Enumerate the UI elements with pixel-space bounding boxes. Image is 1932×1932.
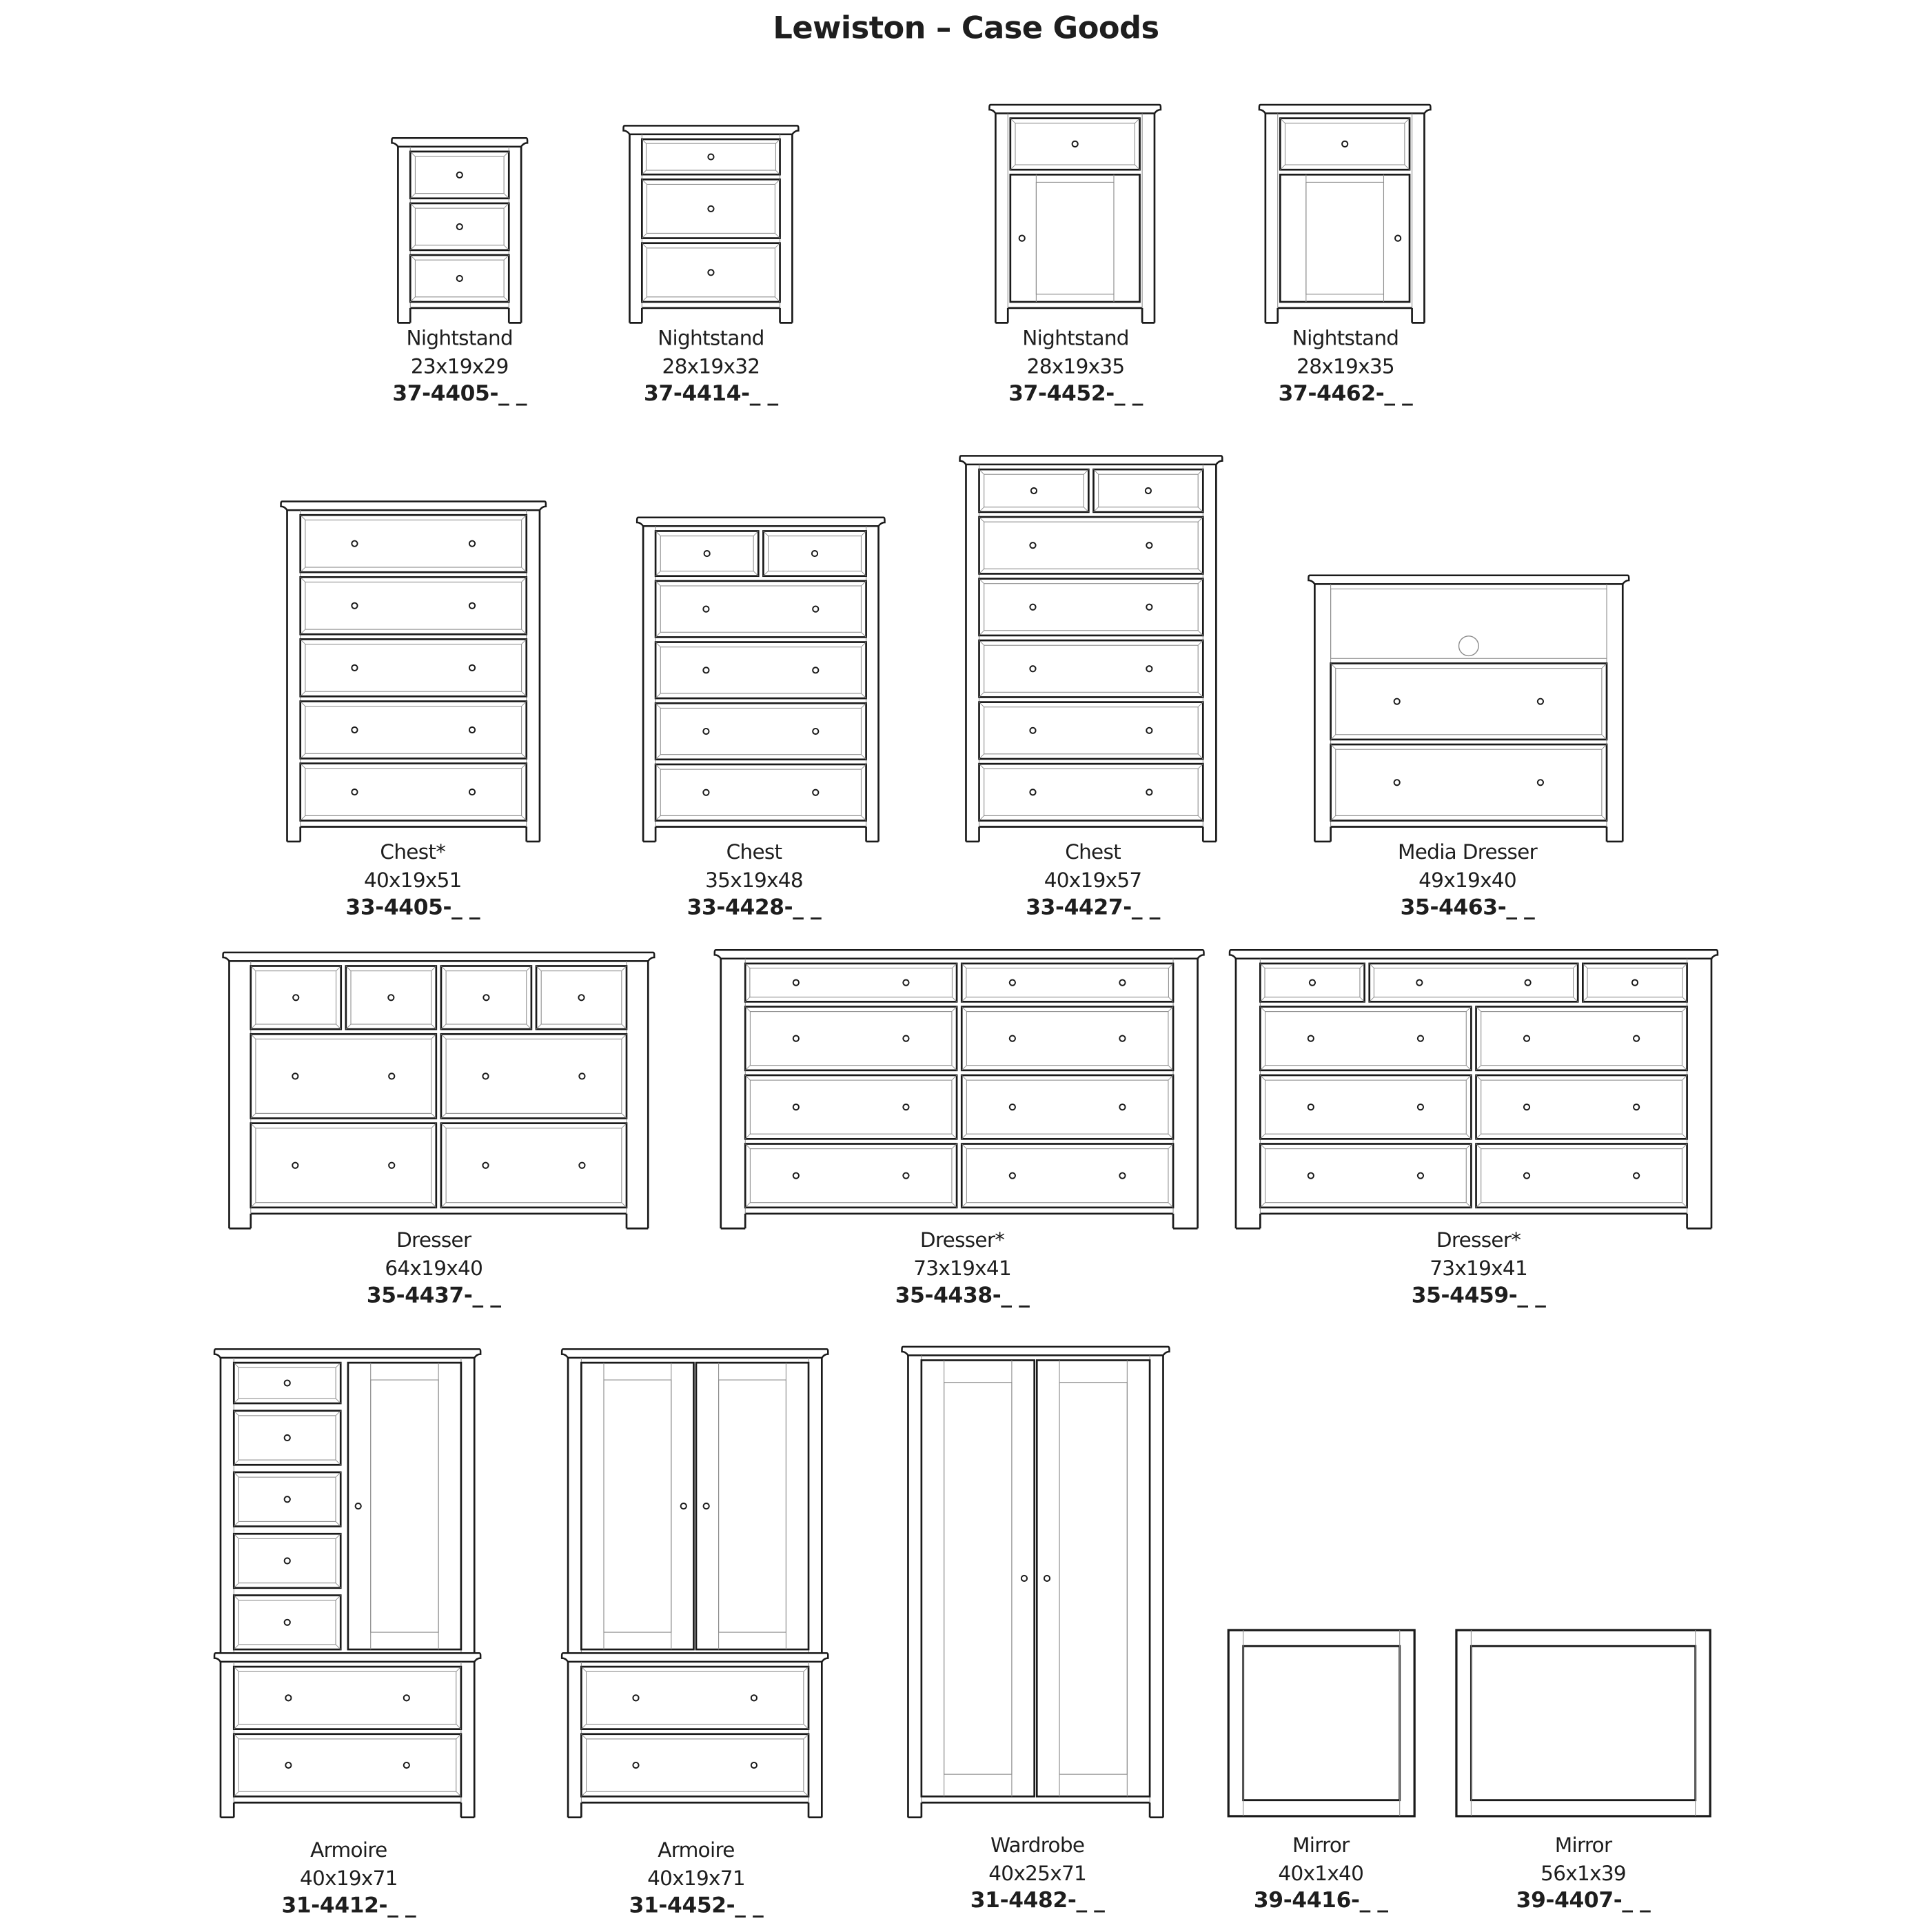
cable-port-icon bbox=[1459, 636, 1479, 656]
crown-molding bbox=[214, 1349, 480, 1358]
drawer bbox=[962, 1006, 1173, 1070]
knob-icon bbox=[708, 154, 713, 159]
crown-molding bbox=[1308, 576, 1629, 584]
furniture-drawing-drawer-door bbox=[989, 105, 1160, 323]
knob-icon bbox=[633, 1695, 638, 1700]
knob-icon bbox=[813, 790, 818, 795]
knob-icon bbox=[1525, 979, 1530, 985]
drawer bbox=[234, 1411, 340, 1465]
knob-icon bbox=[1416, 979, 1422, 985]
knob-icon bbox=[1634, 1173, 1639, 1179]
drawer bbox=[251, 966, 341, 1029]
knob-icon bbox=[1031, 488, 1037, 494]
knob-icon bbox=[1538, 699, 1543, 704]
knob-icon bbox=[579, 1073, 584, 1079]
drawer bbox=[1476, 1075, 1687, 1139]
knob-icon bbox=[903, 1036, 908, 1041]
knob-icon bbox=[388, 995, 394, 1000]
drawer bbox=[234, 1363, 340, 1403]
product-name: Armoire bbox=[310, 1838, 387, 1862]
crown-molding bbox=[1259, 105, 1430, 114]
crown-molding bbox=[624, 125, 799, 134]
product-dimensions: 73x19x41 bbox=[913, 1256, 1012, 1280]
furniture-illustration bbox=[1308, 576, 1629, 842]
cabinet-door bbox=[1037, 1361, 1150, 1797]
drawer bbox=[979, 469, 1089, 512]
knob-icon bbox=[1146, 604, 1152, 610]
knob-icon bbox=[469, 727, 475, 733]
drawer bbox=[234, 1734, 461, 1797]
product-dimensions: 64x19x40 bbox=[385, 1256, 483, 1280]
knob-icon bbox=[352, 603, 357, 609]
knob-icon bbox=[1010, 1036, 1015, 1041]
product-dimensions: 28x19x35 bbox=[1297, 354, 1394, 378]
knob-icon bbox=[1146, 789, 1152, 795]
drawer bbox=[642, 179, 780, 238]
knob-icon bbox=[1072, 141, 1078, 147]
product-caption bbox=[1398, 839, 1537, 922]
drawer bbox=[1370, 964, 1578, 1001]
drawer bbox=[655, 703, 866, 760]
knob-icon bbox=[292, 1073, 298, 1079]
knob-icon bbox=[1310, 979, 1315, 985]
drawer bbox=[763, 531, 866, 576]
crown-molding bbox=[715, 950, 1204, 959]
product-dimensions: 40x19x51 bbox=[363, 868, 462, 892]
furniture-drawing-drawers bbox=[223, 953, 655, 1228]
product-sku: 35-4437-_ _ bbox=[366, 1283, 501, 1309]
knob-icon bbox=[285, 1695, 291, 1700]
drawer bbox=[979, 579, 1203, 635]
knob-icon bbox=[1119, 1104, 1125, 1110]
furniture-illustration bbox=[392, 138, 527, 323]
knob-icon bbox=[285, 1435, 290, 1441]
furniture-drawing-wardrobe bbox=[902, 1347, 1170, 1818]
knob-icon bbox=[703, 607, 709, 612]
drawer bbox=[1260, 1006, 1471, 1070]
furniture-drawing-drawers bbox=[960, 456, 1223, 842]
crown-molding bbox=[392, 138, 527, 147]
knob-icon bbox=[793, 979, 799, 985]
furniture-drawing-drawers bbox=[637, 518, 884, 842]
knob-icon bbox=[751, 1762, 757, 1768]
product-caption bbox=[392, 325, 527, 409]
furniture-illustration bbox=[960, 456, 1223, 842]
knob-icon bbox=[1044, 1576, 1050, 1581]
knob-icon bbox=[703, 667, 709, 673]
knob-icon bbox=[1308, 1036, 1314, 1041]
furniture-illustration bbox=[1259, 105, 1430, 323]
knob-icon bbox=[903, 979, 908, 985]
product-sku: 37-4452-_ _ bbox=[1008, 382, 1143, 407]
drawer bbox=[979, 764, 1203, 820]
product-caption bbox=[1516, 1832, 1651, 1915]
knob-icon bbox=[285, 1620, 290, 1625]
knob-icon bbox=[469, 665, 475, 671]
knob-icon bbox=[1119, 979, 1125, 985]
knob-icon bbox=[1418, 1104, 1423, 1110]
furniture-drawing-media bbox=[1308, 576, 1629, 842]
knob-icon bbox=[751, 1695, 757, 1700]
furniture-illustration bbox=[562, 1349, 828, 1817]
furniture-drawing-drawers bbox=[1230, 950, 1718, 1228]
knob-icon bbox=[1146, 488, 1151, 494]
knob-icon bbox=[1418, 1036, 1423, 1041]
product-dimensions: 73x19x41 bbox=[1430, 1256, 1528, 1280]
knob-icon bbox=[352, 665, 357, 671]
drawer bbox=[962, 1075, 1173, 1139]
product-name: Chest* bbox=[380, 840, 446, 864]
knob-icon bbox=[793, 1173, 799, 1179]
knob-icon bbox=[903, 1104, 908, 1110]
drawer bbox=[581, 1667, 809, 1729]
knob-icon bbox=[633, 1762, 638, 1768]
knob-icon bbox=[1538, 780, 1543, 785]
drawer bbox=[1331, 663, 1607, 739]
cabinet-door bbox=[1280, 174, 1410, 302]
knob-icon bbox=[1418, 1173, 1423, 1179]
knob-icon bbox=[356, 1503, 361, 1509]
knob-icon bbox=[813, 607, 818, 612]
knob-icon bbox=[1021, 1576, 1027, 1581]
drawer bbox=[979, 702, 1203, 759]
drawer bbox=[301, 764, 527, 821]
knob-icon bbox=[1119, 1036, 1125, 1041]
product-sku: 33-4405-_ _ bbox=[345, 895, 480, 921]
knob-icon bbox=[457, 172, 462, 178]
product-sku: 37-4414-_ _ bbox=[644, 382, 778, 407]
knob-icon bbox=[1146, 666, 1152, 671]
knob-icon bbox=[352, 789, 357, 795]
knob-icon bbox=[1146, 542, 1152, 548]
knob-icon bbox=[352, 727, 357, 733]
product-sku: 33-4428-_ _ bbox=[687, 895, 822, 921]
drawer bbox=[251, 1034, 436, 1118]
drawer bbox=[979, 517, 1203, 573]
drawer bbox=[655, 764, 866, 821]
knob-icon bbox=[1030, 728, 1035, 733]
product-caption bbox=[345, 839, 480, 922]
knob-icon bbox=[793, 1104, 799, 1110]
knob-icon bbox=[703, 729, 709, 734]
product-name: Dresser* bbox=[919, 1228, 1005, 1252]
furniture-illustration bbox=[989, 105, 1160, 323]
cabinet-door bbox=[348, 1363, 461, 1649]
product-sku: 37-4405-_ _ bbox=[392, 382, 527, 407]
knob-icon bbox=[404, 1762, 409, 1768]
furniture-illustration bbox=[281, 502, 546, 842]
drawer bbox=[441, 1123, 627, 1208]
drawer bbox=[251, 1123, 436, 1208]
drawer bbox=[581, 1734, 809, 1797]
knob-icon bbox=[404, 1695, 409, 1700]
product-sku: 33-4427-_ _ bbox=[1026, 895, 1161, 921]
knob-icon bbox=[1524, 1036, 1529, 1041]
knob-icon bbox=[1010, 979, 1015, 985]
drawer bbox=[1093, 469, 1203, 512]
crown-molding bbox=[960, 456, 1223, 465]
product-name: Wardrobe bbox=[990, 1833, 1085, 1857]
cabinet-door bbox=[696, 1363, 809, 1649]
product-name: Media Dresser bbox=[1398, 840, 1538, 864]
product-dimensions: 40x19x57 bbox=[1044, 868, 1142, 892]
drawer bbox=[441, 966, 531, 1029]
knob-icon bbox=[1342, 141, 1348, 147]
knob-icon bbox=[704, 1503, 709, 1509]
drawer bbox=[1476, 1006, 1687, 1070]
drawer bbox=[979, 640, 1203, 697]
knob-icon bbox=[812, 551, 817, 556]
knob-icon bbox=[1030, 604, 1035, 610]
furniture-illustration bbox=[902, 1347, 1170, 1818]
knob-icon bbox=[285, 1558, 290, 1563]
furniture-drawing-drawers bbox=[624, 125, 799, 323]
furniture-drawing-drawers bbox=[715, 950, 1204, 1228]
drawer bbox=[410, 255, 509, 302]
drawer bbox=[234, 1596, 340, 1650]
drawer bbox=[745, 1143, 957, 1207]
product-sku: 37-4462-_ _ bbox=[1278, 382, 1413, 407]
crown-molding bbox=[562, 1349, 828, 1358]
knob-icon bbox=[469, 541, 475, 547]
product-sku: 31-4482-_ _ bbox=[970, 1889, 1105, 1914]
product-dimensions: 28x19x32 bbox=[662, 354, 760, 378]
knob-icon bbox=[1119, 1173, 1125, 1179]
product-sku: 39-4407-_ _ bbox=[1516, 1889, 1651, 1914]
knob-icon bbox=[457, 224, 462, 230]
knob-icon bbox=[469, 789, 475, 795]
knob-icon bbox=[708, 206, 713, 212]
knob-icon bbox=[1308, 1173, 1314, 1179]
product-dimensions: 35x19x48 bbox=[705, 868, 803, 892]
furniture-drawing-mirror bbox=[1455, 1629, 1711, 1818]
knob-icon bbox=[1146, 728, 1152, 733]
drawer bbox=[655, 531, 758, 576]
knob-icon bbox=[793, 1036, 799, 1041]
product-name: Armoire bbox=[658, 1838, 735, 1862]
knob-icon bbox=[292, 1163, 298, 1168]
drawer bbox=[1476, 1143, 1687, 1207]
knob-icon bbox=[482, 1073, 488, 1079]
drawer bbox=[1260, 1075, 1471, 1139]
product-caption bbox=[367, 1227, 501, 1310]
knob-icon bbox=[1030, 542, 1035, 548]
furniture-illustration bbox=[1455, 1629, 1711, 1818]
cabinet-door bbox=[581, 1363, 693, 1649]
product-sku: 35-4459-_ _ bbox=[1411, 1283, 1546, 1309]
crown-molding bbox=[1230, 950, 1718, 959]
furniture-drawing-armoire-single bbox=[214, 1349, 480, 1817]
knob-icon bbox=[1394, 780, 1400, 785]
knob-icon bbox=[1010, 1173, 1015, 1179]
product-dimensions: 40x19x71 bbox=[299, 1866, 398, 1890]
cabinet-door bbox=[922, 1361, 1035, 1797]
crown-molding bbox=[214, 1653, 480, 1662]
knob-icon bbox=[285, 1496, 290, 1502]
product-dimensions: 49x19x40 bbox=[1419, 868, 1516, 892]
knob-icon bbox=[681, 1503, 687, 1509]
crown-molding bbox=[902, 1347, 1170, 1356]
drawer bbox=[234, 1667, 461, 1729]
knob-icon bbox=[1524, 1173, 1529, 1179]
drawer bbox=[745, 1006, 957, 1070]
product-sku: 35-4438-_ _ bbox=[895, 1283, 1030, 1309]
knob-icon bbox=[1308, 1104, 1314, 1110]
product-name: Nightstand bbox=[1022, 326, 1129, 350]
drawer bbox=[441, 1034, 627, 1118]
product-caption bbox=[1008, 325, 1143, 409]
knob-icon bbox=[457, 276, 462, 281]
knob-icon bbox=[482, 1163, 488, 1168]
product-caption bbox=[644, 325, 778, 409]
product-dimensions: 23x19x29 bbox=[410, 354, 509, 378]
product-dimensions: 40x1x40 bbox=[1278, 1861, 1364, 1885]
product-name: Nightstand bbox=[406, 326, 513, 350]
drawer bbox=[745, 964, 957, 1001]
drawer bbox=[536, 966, 627, 1029]
drawer bbox=[1010, 119, 1140, 170]
drawer bbox=[234, 1472, 340, 1527]
drawer bbox=[962, 964, 1173, 1001]
knob-icon bbox=[703, 790, 709, 795]
furniture-drawing-drawer-door bbox=[1259, 105, 1430, 323]
furniture-drawing-drawers bbox=[281, 502, 546, 842]
drawer bbox=[1583, 964, 1687, 1001]
product-sku: 31-4452-_ _ bbox=[629, 1893, 764, 1919]
product-sku: 35-4463-_ _ bbox=[1400, 895, 1535, 921]
product-name: Dresser* bbox=[1436, 1228, 1521, 1252]
knob-icon bbox=[1524, 1104, 1529, 1110]
knob-icon bbox=[813, 667, 818, 673]
product-name: Nightstand bbox=[658, 326, 764, 350]
knob-icon bbox=[1632, 979, 1638, 985]
knob-icon bbox=[1030, 666, 1035, 671]
product-caption bbox=[629, 1837, 764, 1920]
product-name: Chest bbox=[726, 840, 782, 864]
knob-icon bbox=[1395, 236, 1401, 241]
knob-icon bbox=[1019, 236, 1025, 241]
furniture-illustration bbox=[624, 125, 799, 323]
knob-icon bbox=[285, 1762, 291, 1768]
drawer bbox=[301, 577, 527, 634]
furniture-drawing-armoire-double bbox=[562, 1349, 828, 1817]
drawer bbox=[1260, 1143, 1471, 1207]
knob-icon bbox=[903, 1173, 908, 1179]
furniture-illustration bbox=[715, 950, 1204, 1228]
knob-icon bbox=[1634, 1036, 1639, 1041]
product-name: Mirror bbox=[1292, 1833, 1350, 1857]
knob-icon bbox=[1634, 1104, 1639, 1110]
drawer bbox=[1260, 964, 1364, 1001]
furniture-illustration bbox=[1230, 950, 1718, 1228]
product-sku: 39-4416-_ _ bbox=[1253, 1889, 1388, 1914]
drawer bbox=[346, 966, 436, 1029]
knob-icon bbox=[708, 270, 713, 275]
product-dimensions: 56x1x39 bbox=[1540, 1861, 1626, 1885]
product-name: Nightstand bbox=[1292, 326, 1399, 350]
drawer bbox=[655, 642, 866, 699]
product-caption bbox=[895, 1227, 1030, 1310]
knob-icon bbox=[1394, 699, 1400, 704]
product-caption bbox=[1026, 839, 1160, 922]
product-dimensions: 40x19x71 bbox=[647, 1866, 745, 1890]
knob-icon bbox=[1030, 789, 1035, 795]
cabinet-door bbox=[1010, 174, 1140, 302]
drawer bbox=[410, 203, 509, 250]
knob-icon bbox=[579, 1163, 584, 1168]
product-name: Chest bbox=[1065, 840, 1121, 864]
furniture-illustration bbox=[637, 518, 884, 842]
crown-molding bbox=[989, 105, 1160, 114]
knob-icon bbox=[813, 729, 818, 734]
knob-icon bbox=[704, 551, 710, 556]
furniture-illustration bbox=[1227, 1629, 1416, 1818]
product-name: Mirror bbox=[1554, 1833, 1612, 1857]
drawer bbox=[410, 152, 509, 199]
drawer bbox=[234, 1534, 340, 1588]
drawer bbox=[745, 1075, 957, 1139]
product-sku: 31-4412-_ _ bbox=[281, 1893, 416, 1919]
knob-icon bbox=[293, 995, 298, 1000]
product-name: Dresser bbox=[396, 1228, 471, 1252]
knob-icon bbox=[389, 1163, 394, 1168]
drawer bbox=[301, 702, 527, 759]
furniture-drawing-drawers bbox=[392, 138, 527, 323]
drawer bbox=[301, 515, 527, 572]
product-caption bbox=[1412, 1227, 1546, 1310]
knob-icon bbox=[352, 541, 357, 547]
drawer bbox=[962, 1143, 1173, 1207]
crown-molding bbox=[281, 502, 546, 511]
product-dimensions: 40x25x71 bbox=[988, 1861, 1087, 1885]
product-caption bbox=[1279, 325, 1413, 409]
knob-icon bbox=[578, 995, 584, 1000]
product-dimensions: 28x19x35 bbox=[1026, 354, 1125, 378]
knob-icon bbox=[469, 603, 475, 609]
crown-molding bbox=[223, 953, 655, 962]
product-caption bbox=[1254, 1832, 1388, 1915]
knob-icon bbox=[1010, 1104, 1015, 1110]
furniture-drawing-mirror bbox=[1227, 1629, 1416, 1818]
furniture-illustration bbox=[223, 953, 655, 1228]
product-caption bbox=[687, 839, 822, 922]
knob-icon bbox=[389, 1073, 394, 1079]
drawer bbox=[642, 139, 780, 174]
knob-icon bbox=[285, 1380, 290, 1385]
drawer bbox=[655, 581, 866, 638]
product-caption bbox=[970, 1832, 1105, 1915]
crown-molding bbox=[562, 1653, 828, 1662]
knob-icon bbox=[483, 995, 489, 1000]
product-caption bbox=[281, 1837, 416, 1920]
drawer bbox=[301, 639, 527, 696]
furniture-illustration bbox=[214, 1349, 480, 1817]
drawer bbox=[642, 243, 780, 302]
drawer bbox=[1331, 744, 1607, 820]
page-title: Lewiston – Case Goods bbox=[773, 10, 1159, 46]
drawer bbox=[1280, 119, 1410, 170]
crown-molding bbox=[637, 518, 884, 527]
